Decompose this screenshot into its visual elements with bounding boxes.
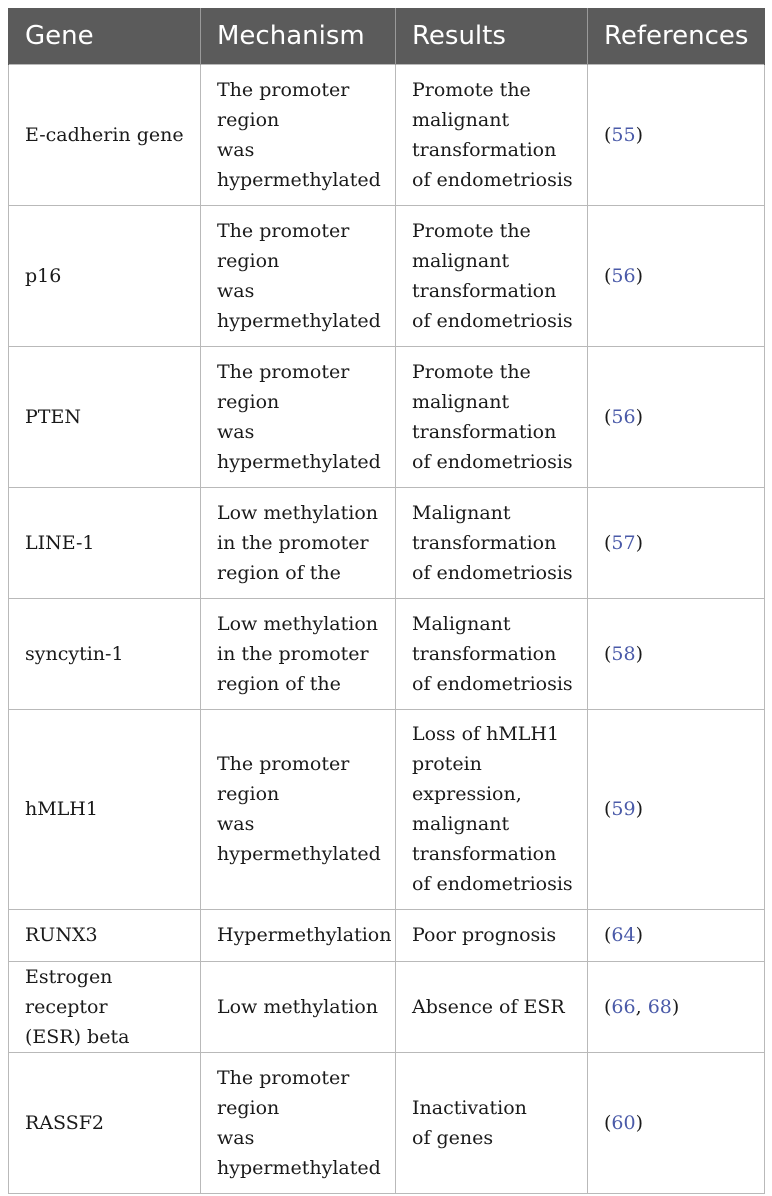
mechanism-cell-line: region	[217, 390, 280, 413]
mechanism-cell-line: Hypermethylation	[217, 924, 392, 946]
gene-cell-line: p16	[25, 264, 62, 287]
results-cell-line: transformation	[412, 531, 557, 554]
results-cell-line: transformation	[412, 843, 557, 865]
results-cell-line: of endometriosis	[412, 873, 573, 895]
results-cell	[396, 205, 588, 346]
mechanism-cell	[201, 1052, 396, 1193]
gene-cell-line: syncytin-1	[25, 642, 124, 665]
gene-cell-line: RASSF2	[25, 1111, 104, 1134]
table-row	[9, 909, 765, 961]
mechanism-cell-line: The promoter	[217, 753, 350, 775]
mechanism-cell	[201, 598, 396, 709]
mechanism-cell-line: hypermethylated	[217, 309, 381, 332]
header-gene: Gene	[9, 8, 201, 64]
gene-cell	[9, 487, 201, 598]
results-cell-line: Absence of ESR	[412, 995, 565, 1018]
references-cell: (56)	[588, 205, 765, 346]
gene-cell	[9, 346, 201, 487]
results-cell-line: Promote the	[412, 360, 531, 383]
reference-link[interactable]: 56	[611, 264, 636, 287]
mechanism-cell	[201, 909, 396, 961]
table-row	[9, 487, 765, 598]
results-cell-line: Promote the	[412, 78, 531, 101]
mechanism-cell-line: was	[217, 138, 255, 161]
table-row	[9, 1052, 765, 1193]
header-results: Results	[396, 8, 588, 64]
results-cell-line: malignant	[412, 813, 510, 835]
gene-cell-line: Estrogen receptor	[25, 965, 113, 1018]
references-cell: (59)	[588, 709, 765, 909]
results-cell	[396, 709, 588, 909]
reference-link[interactable]: 58	[611, 642, 636, 665]
mechanism-cell-line: The promoter	[217, 78, 350, 101]
results-cell-line: malignant	[412, 390, 510, 413]
mechanism-cell-line: region	[217, 783, 280, 805]
gene-cell	[9, 961, 201, 1052]
references-cell: (66, 68)	[588, 961, 765, 1052]
results-cell-line: of genes	[412, 1126, 494, 1149]
references-cell: (58)	[588, 598, 765, 709]
mechanism-cell-line: region of the	[217, 561, 341, 584]
results-cell	[396, 909, 588, 961]
reference-link[interactable]: 59	[611, 798, 636, 820]
mechanism-cell-line: was	[217, 1126, 255, 1149]
results-cell-line: of endometriosis	[412, 450, 573, 473]
gene-cell-line: E-cadherin gene	[25, 123, 184, 146]
reference-link[interactable]: 68	[647, 995, 672, 1018]
references-cell: (56)	[588, 346, 765, 487]
mechanism-cell-line: region of the	[217, 672, 341, 695]
mechanism-cell-line: Low methylation	[217, 995, 379, 1018]
mechanism-cell-line: The promoter	[217, 1066, 350, 1089]
mechanism-cell-line: was	[217, 279, 255, 302]
results-cell-line: transformation	[412, 420, 557, 443]
gene-cell-line: hMLH1	[25, 798, 98, 820]
references-cell: (55)	[588, 64, 765, 205]
results-cell-line: of endometriosis	[412, 672, 573, 695]
mechanism-cell-line: region	[217, 249, 280, 272]
mechanism-cell-line: hypermethylated	[217, 843, 381, 865]
references-cell: (64)	[588, 909, 765, 961]
header-mechanism: Mechanism	[201, 8, 396, 64]
header-row	[9, 8, 765, 64]
reference-link[interactable]: 64	[611, 924, 636, 946]
mechanism-cell-line: Low methylation	[217, 612, 379, 635]
results-cell-line: Malignant	[412, 612, 511, 635]
references-cell: (57)	[588, 487, 765, 598]
gene-cell-line: PTEN	[25, 405, 81, 428]
gene-cell	[9, 598, 201, 709]
results-cell-line: transformation	[412, 279, 557, 302]
mechanism-cell-line: was	[217, 813, 255, 835]
mechanism-cell-line: The promoter	[217, 360, 350, 383]
reference-link[interactable]: 60	[611, 1111, 636, 1134]
reference-link[interactable]: 57	[611, 531, 636, 554]
mechanism-cell-line: region	[217, 108, 280, 131]
mechanism-cell	[201, 205, 396, 346]
table-row	[9, 346, 765, 487]
results-cell-line: transformation	[412, 642, 557, 665]
gene-cell	[9, 64, 201, 205]
mechanism-cell-line: region	[217, 1096, 280, 1119]
gene-cell	[9, 205, 201, 346]
results-cell-line: transformation	[412, 138, 557, 161]
gene-cell	[9, 909, 201, 961]
results-cell-line: Promote the	[412, 219, 531, 242]
results-cell-line: Malignant	[412, 501, 511, 524]
results-cell	[396, 961, 588, 1052]
mechanism-cell	[201, 487, 396, 598]
gene-methylation-table	[8, 8, 765, 1194]
table-row	[9, 64, 765, 205]
results-cell-line: protein	[412, 753, 482, 775]
reference-link[interactable]: 55	[611, 123, 636, 146]
results-cell-line: of endometriosis	[412, 168, 573, 191]
mechanism-cell-line: Low methylation	[217, 501, 379, 524]
gene-cell-line: (ESR) beta	[25, 1025, 130, 1048]
table-row	[9, 598, 765, 709]
mechanism-cell-line: in the promoter	[217, 531, 369, 554]
results-cell-line: of endometriosis	[412, 309, 573, 332]
gene-cell	[9, 709, 201, 909]
mechanism-cell-line: hypermethylated	[217, 168, 381, 191]
table-row	[9, 961, 765, 1052]
header-references: References	[588, 8, 765, 64]
results-cell	[396, 64, 588, 205]
table-row	[9, 709, 765, 909]
mechanism-cell-line: hypermethylated	[217, 1156, 381, 1179]
mechanism-cell-line: The promoter	[217, 219, 350, 242]
mechanism-cell	[201, 709, 396, 909]
reference-link[interactable]: 56	[611, 405, 636, 428]
table-body	[9, 64, 765, 1193]
results-cell	[396, 1052, 588, 1193]
mechanism-cell-line: hypermethylated	[217, 450, 381, 473]
results-cell-line: Inactivation	[412, 1096, 527, 1119]
reference-link[interactable]: 66	[611, 995, 636, 1018]
mechanism-cell	[201, 961, 396, 1052]
mechanism-cell	[201, 346, 396, 487]
results-cell-line: Loss of hMLH1	[412, 723, 560, 745]
references-cell: (60)	[588, 1052, 765, 1193]
table-header	[9, 8, 765, 64]
results-cell-line: malignant	[412, 249, 510, 272]
table-row	[9, 205, 765, 346]
gene-cell-line: LINE-1	[25, 531, 95, 554]
results-cell	[396, 487, 588, 598]
results-cell	[396, 598, 588, 709]
results-cell-line: expression,	[412, 783, 522, 805]
mechanism-cell	[201, 64, 396, 205]
gene-cell	[9, 1052, 201, 1193]
results-cell-line: of endometriosis	[412, 561, 573, 584]
mechanism-cell-line: in the promoter	[217, 642, 369, 665]
results-cell	[396, 346, 588, 487]
gene-cell-line: RUNX3	[25, 924, 98, 946]
results-cell-line: Poor prognosis	[412, 924, 557, 946]
results-cell-line: malignant	[412, 108, 510, 131]
mechanism-cell-line: was	[217, 420, 255, 443]
